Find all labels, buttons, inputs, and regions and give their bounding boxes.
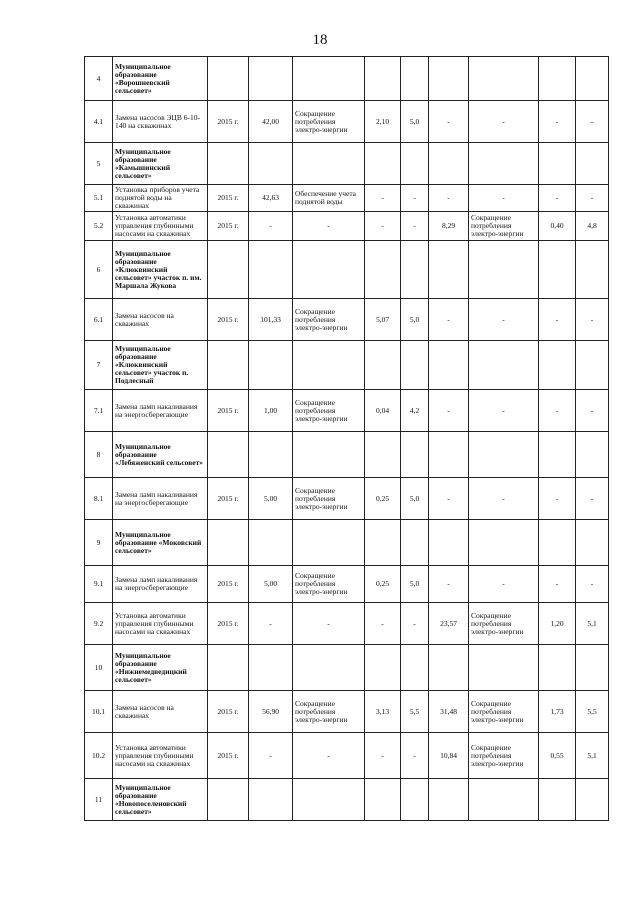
row-saving-2016 [539, 341, 576, 390]
row-year [208, 779, 249, 821]
row-name: Муниципальное образование «Новопоселеновский сельсовет» [113, 779, 208, 821]
row-cost [249, 241, 293, 299]
row-percent-2015 [401, 57, 429, 101]
row-year [208, 57, 249, 101]
row-effect-2015: Сокращение потребления электро-энергии [293, 299, 365, 341]
row-effect-2015: Сокращение потребления электро-энергии [293, 478, 365, 520]
row-percent-2015: 5,0 [401, 566, 429, 603]
row-percent-2016: - [576, 101, 609, 143]
row-cost-2016 [429, 143, 469, 185]
row-saving-2015 [365, 241, 401, 299]
row-saving-2015 [365, 520, 401, 566]
row-effect-2015: Сокращение потребления электро-энергии [293, 691, 365, 733]
measure-row [85, 478, 609, 520]
row-number: 7.1 [85, 390, 113, 432]
row-percent-2015 [401, 432, 429, 478]
row-name: Муниципальное образование «Камышинский сельсовет» [113, 143, 208, 185]
row-cost-2016: 8,29 [429, 212, 469, 241]
row-percent-2016 [576, 341, 609, 390]
row-year [208, 645, 249, 691]
row-effect-2016 [469, 341, 539, 390]
row-cost: - [249, 733, 293, 779]
row-year: 2015 г. [208, 299, 249, 341]
row-number: 6 [85, 241, 113, 299]
row-number: 8.1 [85, 478, 113, 520]
row-saving-2015 [365, 57, 401, 101]
measures-table [84, 56, 609, 821]
row-name: Муниципальное образование «Нижнемедведицкий сельсовет» [113, 645, 208, 691]
row-effect-2015 [293, 779, 365, 821]
row-cost: - [249, 603, 293, 645]
row-effect-2015: - [293, 603, 365, 645]
row-number: 7 [85, 341, 113, 390]
row-number: 10.2 [85, 733, 113, 779]
row-effect-2015: Сокращение потребления электро-энергии [293, 566, 365, 603]
row-name: Замена насосов на скважинах [113, 299, 208, 341]
row-percent-2015 [401, 645, 429, 691]
row-name: Муниципальное образование «Клюквинский сельсовет» участок п. им. Маршала Жукова [113, 241, 208, 299]
row-year: 2015 г. [208, 101, 249, 143]
measure-row [85, 566, 609, 603]
row-number: 5.2 [85, 212, 113, 241]
row-effect-2016 [469, 520, 539, 566]
row-percent-2016 [576, 241, 609, 299]
row-saving-2016: - [539, 101, 576, 143]
row-number: 9.1 [85, 566, 113, 603]
row-effect-2015: Сокращение потребления электро-энергии [293, 390, 365, 432]
row-percent-2016: 5,1 [576, 603, 609, 645]
row-effect-2015: Сокращение потребления электро-энергии [293, 101, 365, 143]
row-cost-2016: - [429, 566, 469, 603]
row-cost-2016: 10,84 [429, 733, 469, 779]
row-saving-2016: 0,40 [539, 212, 576, 241]
row-year: 2015 г. [208, 212, 249, 241]
row-cost: 42,00 [249, 101, 293, 143]
row-name: Муниципальное образование «Клюквинский сельсовет» участок п. Подлесный [113, 341, 208, 390]
row-saving-2016: 1,20 [539, 603, 576, 645]
row-effect-2016: Сокращение потребления электро-энергии [469, 603, 539, 645]
row-cost-2016 [429, 779, 469, 821]
row-saving-2016: - [539, 566, 576, 603]
row-saving-2015: - [365, 603, 401, 645]
row-year [208, 520, 249, 566]
row-cost: 1,00 [249, 390, 293, 432]
row-effect-2016 [469, 143, 539, 185]
row-saving-2015 [365, 143, 401, 185]
row-name: Замена ламп накаливания на энергосберегающие [113, 566, 208, 603]
row-saving-2015 [365, 779, 401, 821]
row-percent-2016: - [576, 299, 609, 341]
row-name: Замена ламп накаливания на энергосберегающие [113, 478, 208, 520]
row-effect-2016: - [469, 185, 539, 212]
row-name: Установка автоматики управления глубинными насосами на скважинах [113, 212, 208, 241]
row-year: 2015 г. [208, 733, 249, 779]
row-saving-2016: - [539, 390, 576, 432]
row-year: 2015 г. [208, 603, 249, 645]
measure-row [85, 691, 609, 733]
row-effect-2015: - [293, 733, 365, 779]
row-cost-2016 [429, 432, 469, 478]
row-number: 9 [85, 520, 113, 566]
row-cost: 56,90 [249, 691, 293, 733]
row-effect-2016 [469, 779, 539, 821]
row-saving-2015: - [365, 733, 401, 779]
row-name: Замена ламп накаливания на энергосберегающие [113, 390, 208, 432]
measure-row [85, 185, 609, 212]
municipality-row [85, 520, 609, 566]
row-saving-2015 [365, 341, 401, 390]
row-saving-2015: 5,07 [365, 299, 401, 341]
row-name: Муниципальное образование «Моковский сельсовет» [113, 520, 208, 566]
row-effect-2016: - [469, 299, 539, 341]
row-cost-2016 [429, 645, 469, 691]
measure-row [85, 101, 609, 143]
row-saving-2016 [539, 779, 576, 821]
row-effect-2016: - [469, 390, 539, 432]
row-percent-2015 [401, 779, 429, 821]
row-cost-2016 [429, 241, 469, 299]
row-year: 2015 г. [208, 691, 249, 733]
row-percent-2015: - [401, 212, 429, 241]
row-name: Установка автоматики управления глубинными насосами на скважинах [113, 603, 208, 645]
row-percent-2015: 5,0 [401, 101, 429, 143]
row-effect-2016 [469, 432, 539, 478]
row-number: 5 [85, 143, 113, 185]
row-percent-2015: 4,2 [401, 390, 429, 432]
row-percent-2016 [576, 779, 609, 821]
row-percent-2015: 5,5 [401, 691, 429, 733]
row-effect-2016: Сокращение потребления электро-энергии [469, 212, 539, 241]
row-number: 10.1 [85, 691, 113, 733]
row-saving-2016 [539, 57, 576, 101]
row-cost-2016: - [429, 390, 469, 432]
row-cost-2016 [429, 57, 469, 101]
municipality-row [85, 645, 609, 691]
row-percent-2015: - [401, 603, 429, 645]
row-number: 9.2 [85, 603, 113, 645]
row-cost-2016: 31,48 [429, 691, 469, 733]
row-name: Установка автоматики управления глубинными насосами на скважинах [113, 733, 208, 779]
row-number: 8 [85, 432, 113, 478]
row-cost: 5,00 [249, 566, 293, 603]
municipality-row [85, 432, 609, 478]
row-cost: 5,00 [249, 478, 293, 520]
page-number: 18 [312, 32, 328, 48]
row-saving-2015: - [365, 212, 401, 241]
row-name: Замена насосов ЭЦВ 6-10-140 на скважинах [113, 101, 208, 143]
row-number: 10 [85, 645, 113, 691]
row-saving-2016 [539, 432, 576, 478]
municipality-row [85, 779, 609, 821]
row-saving-2015: 2,10 [365, 101, 401, 143]
measure-row [85, 212, 609, 241]
municipality-row [85, 143, 609, 185]
row-cost-2016: 23,57 [429, 603, 469, 645]
row-year [208, 241, 249, 299]
row-percent-2015: 5,0 [401, 478, 429, 520]
row-cost: 101,33 [249, 299, 293, 341]
measure-row [85, 603, 609, 645]
measure-row [85, 733, 609, 779]
row-number: 4 [85, 57, 113, 101]
row-effect-2015 [293, 341, 365, 390]
row-percent-2015 [401, 241, 429, 299]
row-number: 11 [85, 779, 113, 821]
municipality-row [85, 341, 609, 390]
row-percent-2016: - [576, 185, 609, 212]
row-saving-2016 [539, 520, 576, 566]
row-percent-2015 [401, 143, 429, 185]
row-number: 5.1 [85, 185, 113, 212]
row-effect-2015: - [293, 212, 365, 241]
row-year: 2015 г. [208, 478, 249, 520]
row-name: Установка приборов учета поднятой воды на скважинах [113, 185, 208, 212]
row-effect-2016: Сокращение потребления электро-энергии [469, 733, 539, 779]
row-percent-2016 [576, 520, 609, 566]
row-percent-2016: 5,5 [576, 691, 609, 733]
row-year: 2015 г. [208, 185, 249, 212]
row-percent-2016 [576, 432, 609, 478]
row-percent-2016: - [576, 566, 609, 603]
row-number: 6.1 [85, 299, 113, 341]
row-cost-2016 [429, 341, 469, 390]
row-effect-2015 [293, 57, 365, 101]
measure-row [85, 390, 609, 432]
row-saving-2016 [539, 143, 576, 185]
row-saving-2016: 1,73 [539, 691, 576, 733]
row-percent-2015: - [401, 185, 429, 212]
row-effect-2016 [469, 645, 539, 691]
row-year [208, 143, 249, 185]
row-percent-2016: - [576, 478, 609, 520]
row-effect-2016 [469, 57, 539, 101]
row-name: Замена насосов на скважинах [113, 691, 208, 733]
row-effect-2016 [469, 241, 539, 299]
row-year: 2015 г. [208, 566, 249, 603]
row-effect-2016: - [469, 101, 539, 143]
row-effect-2015 [293, 143, 365, 185]
row-percent-2016 [576, 645, 609, 691]
row-effect-2015 [293, 645, 365, 691]
row-saving-2015: 3,13 [365, 691, 401, 733]
row-cost [249, 143, 293, 185]
row-percent-2015: 5,0 [401, 299, 429, 341]
row-cost [249, 57, 293, 101]
row-cost [249, 432, 293, 478]
row-cost-2016 [429, 520, 469, 566]
row-effect-2015 [293, 241, 365, 299]
row-percent-2016: - [576, 390, 609, 432]
row-cost [249, 520, 293, 566]
row-cost [249, 779, 293, 821]
row-saving-2015: 0,04 [365, 390, 401, 432]
row-effect-2015 [293, 520, 365, 566]
row-saving-2016: - [539, 299, 576, 341]
row-effect-2015 [293, 432, 365, 478]
row-saving-2015: 0,25 [365, 566, 401, 603]
row-percent-2015 [401, 341, 429, 390]
row-percent-2016: 5,1 [576, 733, 609, 779]
row-percent-2015: - [401, 733, 429, 779]
row-cost-2016: - [429, 299, 469, 341]
row-saving-2015 [365, 645, 401, 691]
row-saving-2016: - [539, 478, 576, 520]
row-cost-2016: - [429, 185, 469, 212]
row-percent-2016 [576, 57, 609, 101]
row-saving-2016: - [539, 185, 576, 212]
row-percent-2016 [576, 143, 609, 185]
row-saving-2015: 0,25 [365, 478, 401, 520]
row-year: 2015 г. [208, 390, 249, 432]
row-cost [249, 645, 293, 691]
row-saving-2016 [539, 645, 576, 691]
municipality-row [85, 241, 609, 299]
row-percent-2016: 4,8 [576, 212, 609, 241]
row-name: Муниципальное образование «Ворошневский сельсовет» [113, 57, 208, 101]
row-year [208, 341, 249, 390]
row-year [208, 432, 249, 478]
table-body [85, 57, 609, 821]
row-cost [249, 341, 293, 390]
row-effect-2015: Обеспечение учета поднятой воды [293, 185, 365, 212]
row-saving-2016 [539, 241, 576, 299]
municipality-row [85, 57, 609, 101]
row-effect-2016: - [469, 478, 539, 520]
row-cost-2016: - [429, 101, 469, 143]
row-number: 4.1 [85, 101, 113, 143]
row-saving-2015 [365, 432, 401, 478]
row-effect-2016: - [469, 566, 539, 603]
row-percent-2015 [401, 520, 429, 566]
row-saving-2015: - [365, 185, 401, 212]
row-name: Муниципальное образование «Лебяженский сельсовет» [113, 432, 208, 478]
row-effect-2016: Сокращение потребления электро-энергии [469, 691, 539, 733]
row-cost-2016: - [429, 478, 469, 520]
measure-row [85, 299, 609, 341]
row-cost: 42,63 [249, 185, 293, 212]
row-cost: - [249, 212, 293, 241]
row-saving-2016: 0,55 [539, 733, 576, 779]
